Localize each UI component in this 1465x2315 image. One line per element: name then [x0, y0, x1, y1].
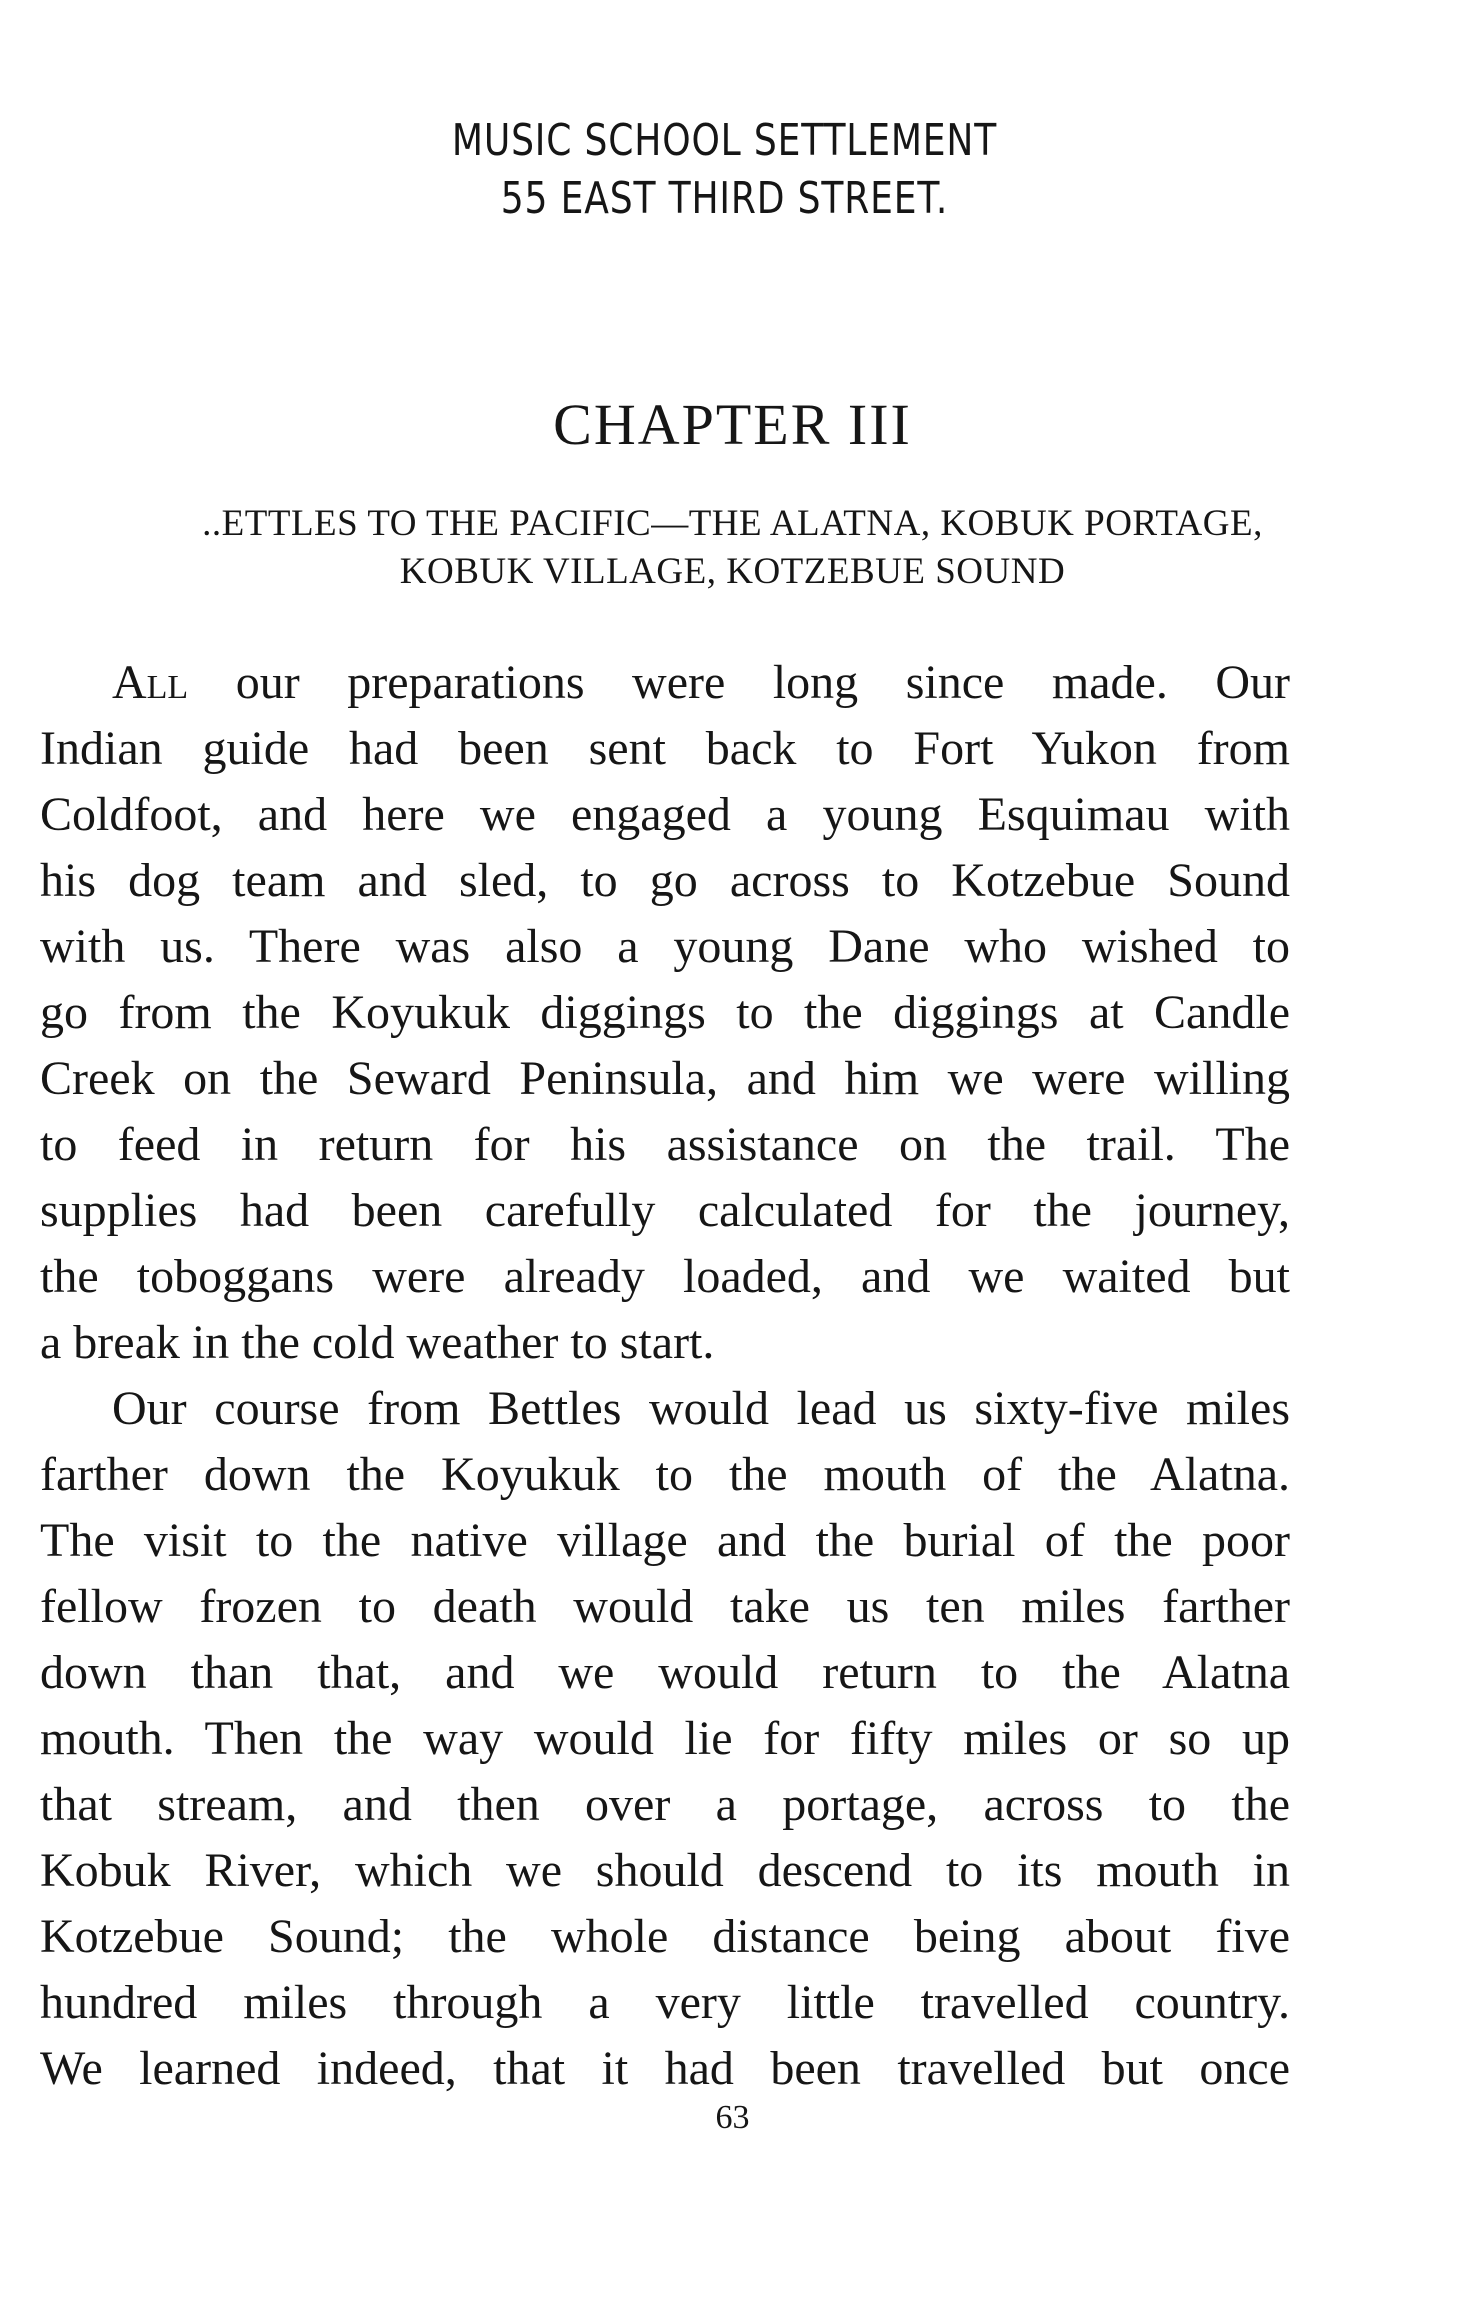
paragraph-1-line-1: [40, 650, 1290, 716]
line-text: our preparations were long since made. Our: [188, 656, 1290, 709]
drop-word: All: [112, 656, 189, 709]
paragraph-2-line-3: The visit to the native village and the burial of the poor: [40, 1514, 1290, 1567]
paragraph-2-line-10: hundred miles through a very little travelled country.: [40, 1976, 1290, 2029]
body-text: [40, 650, 1290, 2102]
paragraph-2-line-4: fellow frozen to death would take us ten miles farther: [40, 1580, 1290, 1633]
paragraph-1-line-7: Creek on the Seward Peninsula, and him we were willing: [40, 1052, 1290, 1105]
paragraph-1-line-2: Indian guide had been sent back to Fort Yukon from: [40, 722, 1290, 775]
paragraph-2-line-1: Our course from Bettles would lead us sixty-five miles: [112, 1382, 1290, 1435]
paragraph-2-line-9: Kotzebue Sound; the whole distance being about five: [40, 1910, 1290, 1963]
page-number: 63: [715, 2099, 750, 2136]
paragraph-2-line-7: that stream, and then over a portage, across to the: [40, 1778, 1290, 1831]
paragraph-1-line-9: supplies had been carefully calculated for the journey,: [40, 1184, 1290, 1237]
subtitle-line-2: KOBUK VILLAGE, KOTZEBUE SOUND: [399, 551, 1066, 592]
paragraph-1-line-4: his dog team and sled, to go across to Kotzebue Sound: [40, 854, 1290, 907]
chapter-subtitle: [60, 500, 1405, 596]
paragraph-1-line-11: a break in the cold weather to start.: [40, 1316, 715, 1369]
paragraph-2-line-6: mouth. Then the way would lie for fifty miles or so up: [40, 1712, 1290, 1765]
chapter-title: CHAPTER III: [553, 392, 912, 457]
subtitle-line-1: ..ETTLES TO THE PACIFIC—THE ALATNA, KOBUK PORTAGE,: [202, 503, 1263, 544]
paragraph-2-line-2: farther down the Koyukuk to the mouth of the Alatna.: [40, 1448, 1290, 1501]
paragraph-1-line-5: with us. There was also a young Dane who wished to: [40, 920, 1290, 973]
paragraph-1-line-10: the toboggans were already loaded, and we waited but: [40, 1250, 1290, 1303]
stamp-line-2: 55 EAST THIRD STREET.: [500, 173, 949, 224]
library-stamp: [124, 112, 1325, 228]
paragraph-2-line-11: We learned indeed, that it had been travelled but once: [40, 2042, 1290, 2095]
paragraph-1-line-3: Coldfoot, and here we engaged a young Esquimau with: [40, 788, 1290, 841]
paragraph-2-line-8: Kobuk River, which we should descend to its mouth in: [40, 1844, 1290, 1897]
paragraph-2-line-5: down than that, and we would return to the Alatna: [40, 1646, 1290, 1699]
paragraph-1-line-6: go from the Koyukuk diggings to the diggings at Candle: [40, 986, 1290, 1039]
paragraph-1-line-8: to feed in return for his assistance on the trail. The: [40, 1118, 1290, 1171]
stamp-line-1: MUSIC SCHOOL SETTLEMENT: [451, 115, 998, 166]
